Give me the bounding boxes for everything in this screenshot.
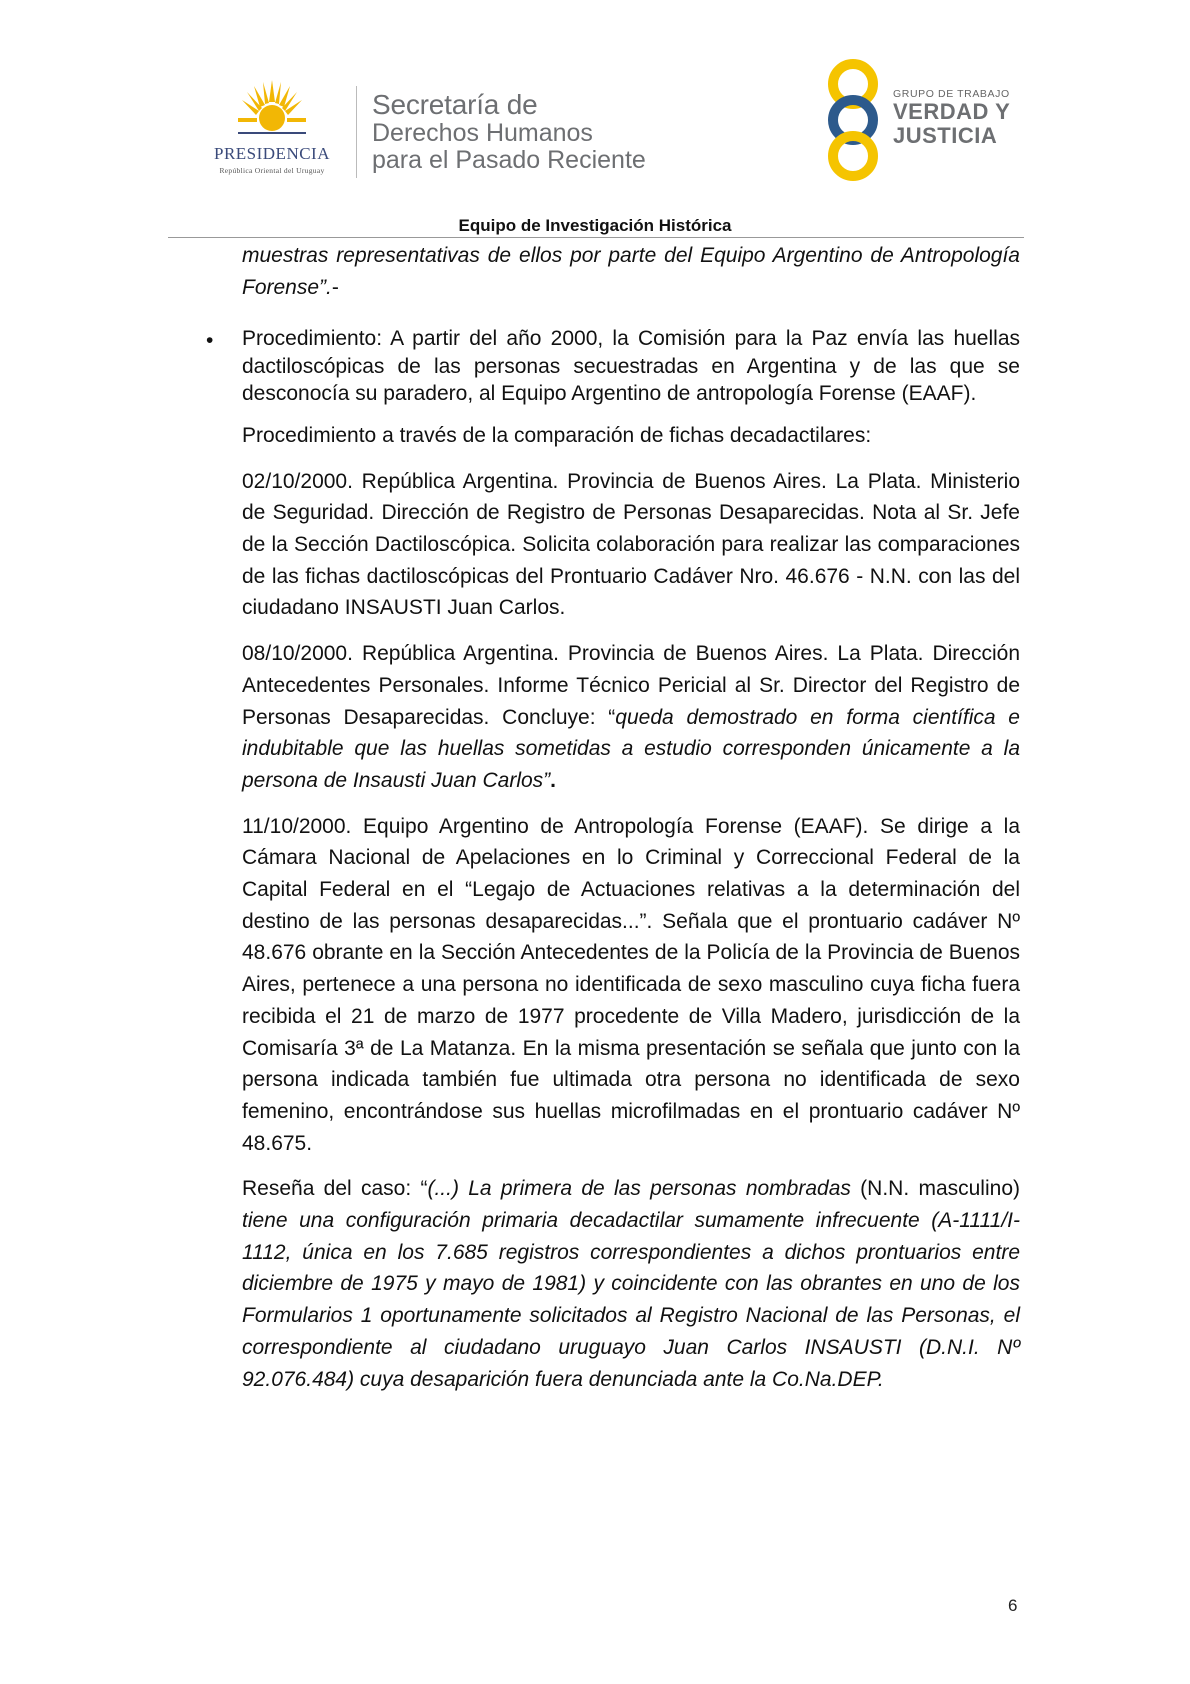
presidencia-logo [196,78,348,178]
entry-08-quote: queda demostrado en forma científica e indubitable que las huellas sometidas a estudio corresponden únicamente a la persona de Insausti Juan Carlos” [242,705,1020,792]
paragraph-entry-11-10-2000: 11/10/2000. Equipo Argentino de Antropología Forense (EAAF). Se dirige a la Cámara Nacional de Apelaciones en lo Criminal y Correccional Federal de la Capital Federal en el “Legajo de Actuaciones relativas a la determinación del destino de las personas desaparecidas...”. Señala que el prontuario cadáver Nº 48.676 obrante en la Sección Antecedentes de la Policía de la Provincia de Buenos Aires, pertenece a una persona no identificada de sexo masculino cuya ficha fuera recibida el 21 de marzo de 1977 procedente de Villa Madero, jurisdicción de la Comisaría 3ª de La Matanza. En la misma presentación se señala que junto con la persona indicada también fue ultimada otra persona no identificada de sexo femenino, encontrándose sus huellas microfilmadas en el prontuario cadáver Nº 48.675. [242,814,1020,1155]
presidencia-name: PRESIDENCIA [213,144,330,163]
grupo-verdad-justicia-logo [815,58,1015,182]
secretaria-logo-text [372,90,712,174]
presidencia-subtitle: República Oriental del Uruguay [219,166,325,175]
team-title: Equipo de Investigación Histórica [458,216,732,235]
header-rule [168,237,1024,238]
resena-aside: (N.N. masculino) [850,1177,1020,1201]
secretaria-line-1: Secretaría de [372,89,538,120]
paragraph-procedimiento: Procedimiento: A partir del año 2000, la Comisión para la Paz envía las huellas dactiloscópicas de las personas secuestradas en Argentina y de las que se desconocía su paradero, al Equipo Argentino de antropología Forense (EAAF). [242,327,1020,406]
paragraph-comparacion-heading: Procedimiento a través de la comparación de fichas decadactilares: [242,423,872,447]
logo-divider [356,86,357,178]
page-number: 6 [1008,1596,1018,1615]
entry-08-end: . [550,768,557,792]
bullet-icon: • [206,329,214,353]
document-body [206,240,1020,1395]
secretaria-line-3: para el Pasado Reciente [372,146,646,174]
grupo-text [893,88,1010,148]
bullet-item-procedimiento [206,325,1020,408]
paragraph-continuation [242,240,1020,303]
continuation-tail: - [331,275,339,299]
paragraph-resena [242,1173,1020,1395]
sun-icon [238,78,306,142]
resena-label: Reseña del caso: “ [242,1177,428,1201]
resena-quote-2: tiene una configuración primaria decadactilar sumamente infrecuente (A-1111/I-1112, única en los 7.685 registros correspondientes a dichos prontuarios entre diciembre de 1975 y mayo de 1981) y coincidente con las obrantes en uno de los Formularios 1 oportunamente solicitados al Registro Nacional de las Personas, el correspondiente al ciudadano uruguayo Juan Carlos INSAUSTI (D.N.I. Nº 92.076.484) cuya desaparición fuera denunciada ante la Co.Na.DEP. [242,1209,1020,1391]
grupo-line-1: GRUPO DE TRABAJO [893,88,1010,100]
paragraph-entry-08-10-2000 [242,638,1020,797]
entry-08-text: 08/10/2000. República Argentina. Provincia de Buenos Aires. La Plata. Dirección Antecedentes Personales. Informe Técnico Pericial al Sr. Director del Registro de Personas Desaparecidas. Concluye: “ [242,642,1020,729]
resena-quote-1: (...) La primera de las personas nombradas [427,1177,851,1201]
page-header [0,0,1190,240]
continuation-quote: muestras representativas de ellos por parte del Equipo Argentino de Antropología Forense”. [242,244,1020,299]
grupo-line-3: JUSTICIA [893,123,998,148]
rings-icon [815,58,891,182]
grupo-line-2: VERDAD Y [893,99,1011,124]
paragraph-entry-02-10-2000: 02/10/2000. República Argentina. Provincia de Buenos Aires. La Plata. Ministerio de Seguridad. Dirección de Registro de Personas Desaparecidas. Nota al Sr. Jefe de la Sección Dactiloscópica. Solicita colaboración para realizar las comparaciones de las fichas dactiloscópicas del Prontuario Cadáver Nro. 46.676 - N.N. con las del ciudadano INSAUSTI Juan Carlos. [242,469,1020,620]
secretaria-line-2: Derechos Humanos [372,119,593,147]
